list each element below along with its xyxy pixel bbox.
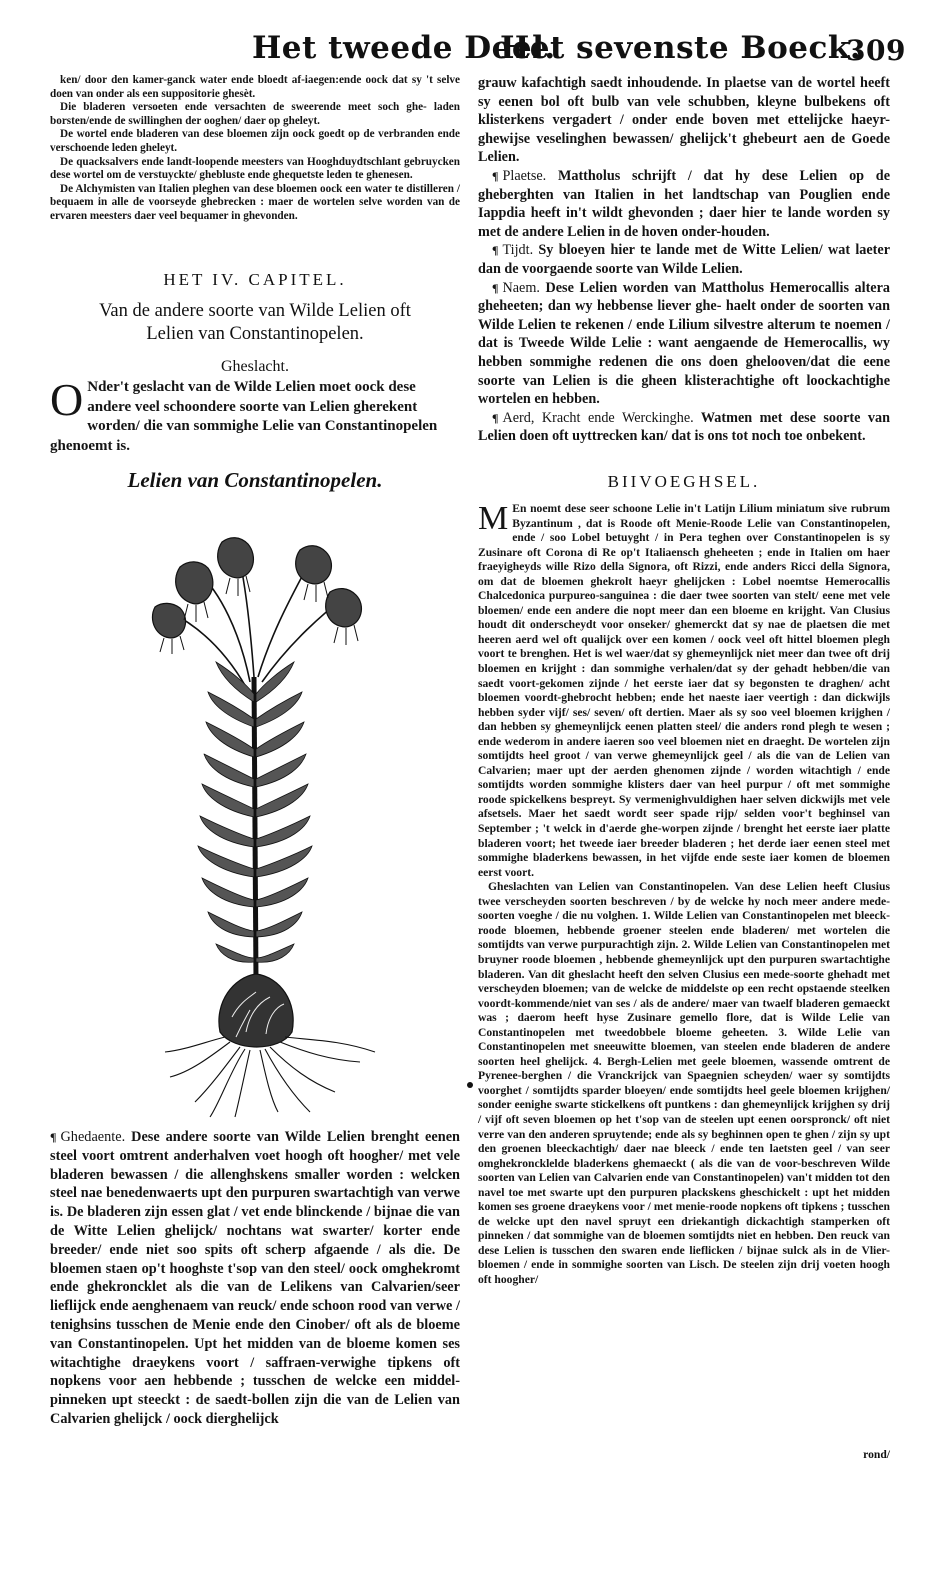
pilcrow-icon: ¶ [492,243,499,258]
chapter-heading: HET IV. CAPITEL. [163,270,347,289]
chapter-title-line-2: Lelien van Constantinopelen. [146,324,364,344]
gheslacht-paragraph [50,374,460,456]
aerd-text: Watmen met dese soorte van Lelien doen oft uyttrecken kan/ dat is ons tot noch toe onbekent. [478,409,890,445]
pilcrow-icon: ¶ [492,410,499,425]
paragraph: ken/ door den kamer-ganck water ende bloedt af-iaegen:ende oock dat sy 't selve doen van onder als een suppositorie ghesèt. [50,74,460,100]
tijdt-paragraph [478,241,890,278]
pilcrow-icon: ¶ [492,168,499,183]
bijvoeghsel-text-1: En noemt dese seer schoone Lelie in't Latijn Lilium miniatum sive rubrum Byzantinum , dat is Roode oft Menie-Roode Lelie van Constantinopelen, ende / soo Lobel betuyght / in Pera teghen over Constantinopelen is sy Zusinare oft Corona di Re op't Italiaensch gheheeten ; ende in Italien om haer fraeyigheyds wille Rizo della Signora, oft Rizzi, ende anders Ricci della Signora, om dat de bloemen ghekrolt haeyr ghelijcken : Lobel noemtse Hemerocallis Chalcedonica purpureo-sanguinea : die daer twee soorten van stelt/ eene met vele bloemen/ ende een andere die nopt meer dan een bloeme en krijght. Van Clusius houdt dit onderscheydt voor onseker/ ghemerckt dat sy nae de plaetsen die met heeren aerd wel oft qualijck over een komen / oock veel oft hittel bloemen plegh voort te brenghen. Het is wel waer/dat sy ghemeynlijck niet meer dan twee oft drij bloemen en krijght : dan sommighe verhalen/dat sy der gehadt hebben/die van saedt voort-gekomen zijnde / het eerste iaer dat sy begonsten te draghen/ acht bloemen voordt-ghebrocht hebben; ende het naeste iaer veertigh : dan dickwijls hebben syder vijf/ ses/ seven/ oft dertien. Maer als sy soo veel bloemen krijghen / dan hebben sy ghemeynlijck eenen platten steel/ die anders rond plegh te wesen ; ende wederom in andere iaeren soo veel bloemen niet en draeght. De wortelen zijn somtijdts heel groot / van verwe ghemeynlijck geel / als die van de Lelien van Calvarien; maer upt der aerden ghenomen zijnde / worden witachtigh / ende somtijdts worden sommighe klisters daer van heel purpur / oft met sommighe roode spickelkens bespreyt. Sy vermenighvuldighen haer selven dickwijls met vele afsetsels. Maer het saedt wordt seer spade rijp/ selden voor't beghinsel van September ; 't welck in d'aerde ghe-worpen zijnde / brenght het eerste iaer platte bladeren voort; het tweede iaer breeder bladeren ; het derde iaer eenen steel met sommighe bladerkens bewassen, in het vijfde ende seste iaer komen de bloemen eerst voort. [478,502,890,879]
ghedaente-paragraph [50,1128,460,1429]
running-head-left: Het tweede Deel. [252,30,556,66]
catchword: rond/ [863,1448,890,1461]
section-label-naem: Naem. [502,279,540,296]
lily-illustration [150,512,390,1122]
right-column-top-text [478,74,890,446]
bijvoeghsel-paragraph-2: Gheslachten van Lelien van Constantinopelen. Van dese Lelien heeft Clusius twee verscheyden soorten beschreven / by de welcke hy noch meer andere mede-soorten voeghe / die nu volghen. 1. Wilde Lelien van Constantinopelen met bleeck-roode bloemen, hebbende groener steelen ende bladeren/ met wortelen die somtijdts van verwe purpurachtigh zijn. 2. Wilde Lelien van Constantinopelen met bruyner roode bloemen , hebbende ghemeynlijck upt den purpuren swartachtighe bladeren. Van dit gheslacht heeft den selven Clusius een mede-soorte ghehadt met verscheyden bloemen; van de welcke de middelste op een recht opstaende steelken voordt-kommende/niet van ses / als de andere/ maer van twaelf bladeren gemaeckt was ; daerom heeft hyse Zusinare gemello flore, dat is Wilde Lelie van Constantinopelen met tweedobbele bloeme geheeten. 3. Wilde Lelie van Constantinopelen met sneeuwitte bloemen, van steelen ende bladeren de andere soorten heel ghelijck. 4. Bergh-Lelien met geele bloemen, wassende omtrent de Pyrenee-berghen / die Vranckrijck van Spaegnien scheyden/ waer sy somtijdts voorghet / somtijdts sparder bloeyen/ ende somtijdts heel geele bloemen krijghen/ sonder eenighe swarte stickelkens oft puntkens : dan ghemeynlijck krijghen sy drij / vijf oft seven bloemen op het t'sop van de steelen upt eenen oorspronck/ oft niet verre van den anderen spruytende; ende als sy beghinnen open te ghen / zijn sy upt den groenen bleeckachtigh/ daer nae bleeck / ende ten laetsten geel / van seer omghekroncklelde bladerkens ghemaeckt ( als die van de voor-beschreven Wilde soorten van Lelien van Calvarien ende van Constantinopelen) van't midden tot den navel toe met swarte upt den purpuren plackskens gheschickelt : upt het midden komen ses groene draeykens voor / met menie-roode nopkens oft tipkens ; tusschen de welcke upt den navel spruyt een driekantigh dickachtigh stamperken oft pinneken / dat sommighe van de bloemen somtijdts niet en hebben. Den reuck van dese Lelien is tusschen den swaren ende lieflicken / bijnae sulck als in de Vlier-bloemen / ende in sommighe soorten van Lisch. De steelen zijn drij voeten hoogh oft hoogher/ [478,880,890,1286]
bijvoeghsel-heading: BIIVOEGHSEL. [607,472,761,491]
tijdt-text: Sy bloeyen hier te lande met de Witte Lelien/ wat laeter dan de voorgaende soorte van Wilde Lelien. [478,242,891,277]
paragraph: De quacksalvers ende landt-loopende meesters van Hooghduydtschlant gebruycken dese wortel om de verstuyckte/ ghebluste ende ghequetste leden te ghenesen. [50,155,460,182]
paragraph: Die bladeren versoeten ende versachten de sweerende meet soch ghe- laden borsten/ende de swillinghen der ooghen/ daer op gheleyt. [50,101,460,127]
chapter-title-line-1: Van de andere soorte van Wilde Lelien oft [99,301,411,321]
pilcrow-icon: ¶ [492,280,499,295]
naem-text: Dese Lelien worden van Mattholus Hemerocallis altera gheheeten; dan wy hebbense liever ghe- haelt onder de soorten van Wilde Lelien te rekenen / ende Lilium silvestre alterum te noemen / dat is Tweede Wilde Lelie : want aengaende de Hemerocallis, wy hebben sommighe redenen die ons doen ghelooven/dat die eene soorte van Lelien is die gheen klisterachtighe oft loockachtighe wortelen en hebben. [478,279,890,408]
drop-cap: O [50,374,84,425]
ghedaente-text: Dese andere soorte van Wilde Lelien brenght eenen steel voort omtrent anderhalven voet hoogh oft hoogher/ met vele bladeren bewassen / die allenghskens smaller worden : welcken steel nae benedenwaerts upt den purpuren swartachtigh van verwe is. De bladeren zijn essen glat / vet ende blinckende / bijnae die van de Witte Lelien ghelijck/ nochtans wat swarter/ korter ende breeder/ ende niet soo spits oft scherp afgaende / als die. De bloemen staen op't hooghste t'sop van den steel/ oock omghekromt ende ghekroncklet als die van de Lelikens van Calvarien/seer lieflijck ende aenghenaem van reuck/ ende schoon rood van verwe / tenighsins tusschen de Menie ende den Cinober/ oft als de bloeme van Constantinopelen. Upt het midden van de bloeme komen ses witachtighe draeykens voort / saffraen-verwighe tipkens oft nopkens voor aen hebbende ; tusschen de welcke een middel-pinneken upt steeckt : de saedt-bollen zijn die van de Lelien van Calvarien ghelijck / oock dierghelijck [50,1129,460,1427]
section-label-aerd: Aerd, Kracht ende Werckinghe. [502,409,694,426]
aerd-paragraph [478,409,890,446]
drop-cap: M [478,500,509,537]
page-number: 309 [846,34,906,67]
figure-caption: Lelien van Constantinopelen. [127,468,383,492]
bijvoeghsel-text [478,502,890,1288]
gheslacht-text: Nder't geslacht van de Wilde Lelien moet oock dese andere veel schoondere soorte van Lelien gherekent worden/ die van sommighe Lelie van Constantinopelen ghenoemt is. [50,379,438,454]
paragraph: De Alchymisten van Italien pleghen van dese bloemen oock een water te distilleren / bequaem in alle de voorseyde ghebrecken : maer de wortelen selve worden van de ervaren meesters daer veel bequamer in ghevonden. [50,182,460,222]
section-label-plaetse: Plaetse. [502,167,547,184]
plaetse-paragraph [478,167,890,241]
section-heading-gheslacht: Gheslacht. [221,358,289,375]
paragraph: grauw kafachtigh saedt inhoudende. In plaetse van de wortel heeft sy eenen bol oft bulb van vele schubben, kleyne bulbekens oft klisterkens vergadert / onder ende boven met ettelijcke haeyr-ghewijse veselinghen bewassen/ ghelijck't ghebeurt aen de Goede Lelien. [478,75,890,166]
chapter-title [50,300,460,346]
paragraph: De wortel ende bladeren van dese bloemen zijn oock goedt op de verbranden ende verschoende leden gheleyt. [50,128,460,154]
section-label-tijdt: Tijdt. [502,242,534,259]
pilcrow-icon: ¶ [50,1130,57,1144]
section-label-ghedaente: Ghedaente. [60,1129,126,1145]
running-head-middle: Het sevenste Boeck. [500,30,862,66]
bijvoeghsel-paragraph-1 [478,502,890,880]
left-column-top-text [50,74,460,224]
naem-paragraph [478,279,890,409]
margin-bullet [467,1082,473,1088]
plaetse-text: Mattholus schrijft / dat hy dese Lelien op de gheberghten van Italien in het landtschap van Pouglien ende Iappdia heeft in't wildt ghevonden ; daer hier te lande worden sy met de andere Lelien in de hoven onder-houden. [478,167,890,240]
